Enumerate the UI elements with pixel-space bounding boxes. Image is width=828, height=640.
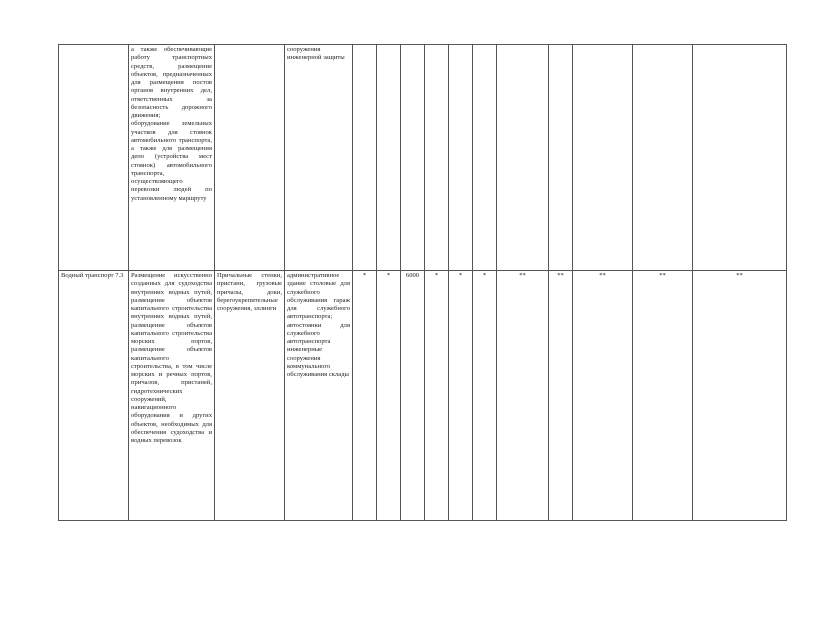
auxiliary-uses-cell: сооружения инженерной защиты bbox=[285, 45, 353, 271]
land-use-regulations-table bbox=[58, 44, 787, 521]
param-max-area-cell: * bbox=[377, 271, 401, 521]
use-description-cell bbox=[129, 45, 215, 271]
param-cell bbox=[401, 45, 425, 271]
use-description-cell bbox=[129, 271, 215, 521]
param-cell bbox=[449, 45, 473, 271]
param-cell bbox=[633, 45, 693, 271]
use-name-cell: Водный транспорт 7.3 bbox=[59, 271, 129, 521]
param-cell bbox=[473, 45, 497, 271]
param-cell bbox=[549, 45, 573, 271]
param-cell: ** bbox=[693, 271, 787, 521]
description-paragraph: оборудование земельных участков для стоянок автомобильного транспорта, а также для размещения депо (устройства мест стоянок) автомобильного транспорта, осуществляющего перевозки людей по установленному маршруту bbox=[131, 120, 212, 202]
param-cell bbox=[353, 45, 377, 271]
description-paragraph: Размещение искусственно созданных для судоходства внутренних водных путей, размещение объектов капитального строительства внутренних водных путей, размещение объектов капитального строительства морских портов, размещение объектов капитального строительства, в том числе морских и речных портов, причалов, пристаней, гидротехнических сооружений, навигационного оборудования и других объектов, необходимых для обеспечения судоходства и водных перевозок bbox=[131, 272, 212, 444]
auxiliary-uses-cell: административное здание столовые для служебного обслуживания гараж для служебного автотранспорта; автостоянки для служебного автотранспорта инженерные сооружения коммунального обслуживания склады bbox=[285, 271, 353, 521]
param-cell: ** bbox=[633, 271, 693, 521]
param-cell: * bbox=[425, 271, 449, 521]
description-paragraph: а также обеспечивающие работу транспортных средств, размещение объектов, предназначенных для размещения постов органов внутренних дел, ответственных за безопасность дорожного движения; bbox=[131, 46, 212, 119]
param-cell bbox=[497, 45, 549, 271]
param-min-area-cell: * bbox=[353, 271, 377, 521]
main-uses-cell: Причальные стенки, пристани, грузовые причалы, доки, берегоукрепительные сооружения, эллинги bbox=[215, 271, 285, 521]
param-cell: ** bbox=[549, 271, 573, 521]
main-uses-cell bbox=[215, 45, 285, 271]
param-cell bbox=[425, 45, 449, 271]
use-name-cell bbox=[59, 45, 129, 271]
param-cell: ** bbox=[573, 271, 633, 521]
param-cell bbox=[693, 45, 787, 271]
param-cell: * bbox=[449, 271, 473, 521]
param-area-value-cell: 6000 bbox=[401, 271, 425, 521]
table-row bbox=[59, 271, 787, 521]
param-cell: ** bbox=[497, 271, 549, 521]
param-cell bbox=[377, 45, 401, 271]
table-row bbox=[59, 45, 787, 271]
param-cell bbox=[573, 45, 633, 271]
param-cell: * bbox=[473, 271, 497, 521]
